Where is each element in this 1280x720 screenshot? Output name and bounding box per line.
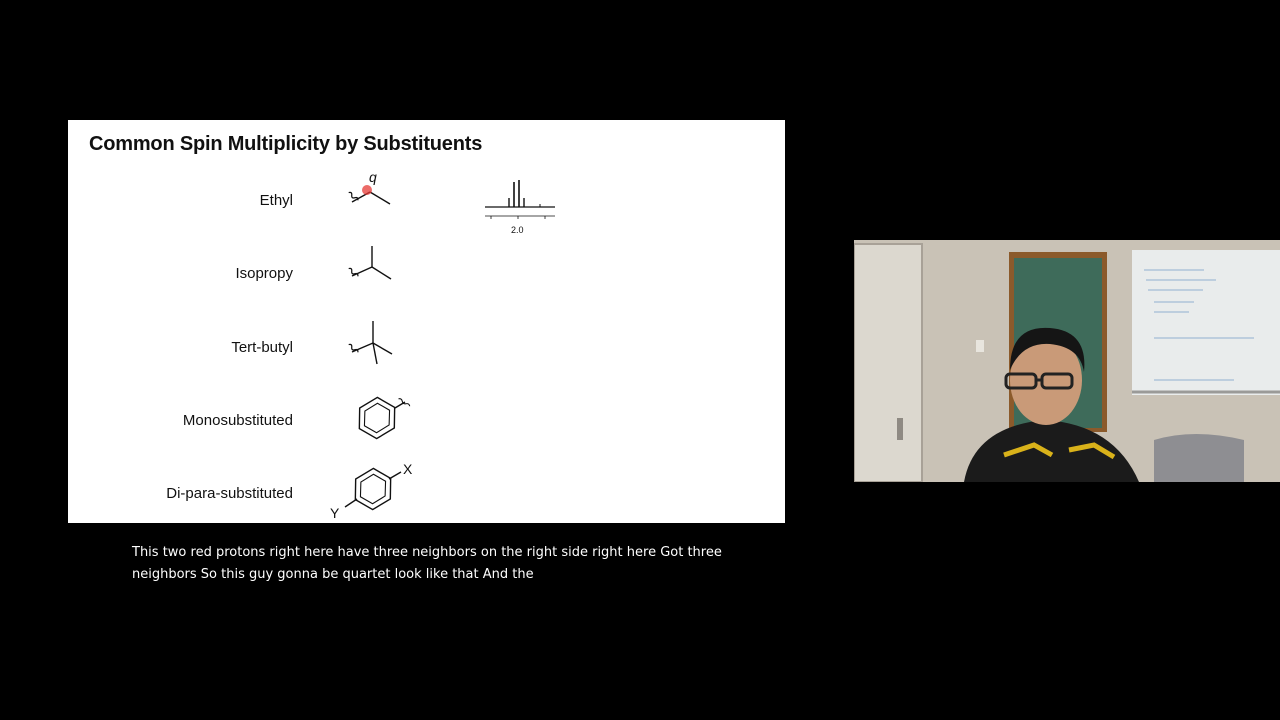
tert-butyl-structure [340, 318, 400, 370]
slide-title: Common Spin Multiplicity by Substituents [89, 133, 483, 155]
row-label-monosubstituted: Monosubstituted [182, 412, 293, 429]
video-caption: This two red protons right here have three neighbors on the right side right here Got three neighbors So this guy gonna be quartet look like that And the [132, 545, 722, 582]
row-label-tert-butyl: Tert-butyl [231, 339, 293, 356]
phenyl-structure [343, 382, 423, 446]
row-label-isopropyl: Isopropy [235, 265, 293, 282]
ethyl-structure [338, 168, 398, 218]
substituent-x-label: X [403, 461, 413, 477]
pointer-highlight [362, 185, 372, 195]
isopropyl-structure [340, 242, 400, 294]
presentation-slide [68, 120, 785, 523]
quartet-spectrum [483, 178, 558, 238]
para-disubstituted-structure [323, 457, 423, 523]
presenter-webcam [854, 240, 1280, 482]
quartet-label: q [369, 169, 377, 185]
substituent-y-label: Y [330, 505, 340, 521]
row-label-ethyl: Ethyl [259, 192, 293, 209]
row-label-di-para-substituted: Di-para-substituted [166, 485, 293, 502]
spectrum-axis-label: 2.0 [511, 225, 524, 235]
